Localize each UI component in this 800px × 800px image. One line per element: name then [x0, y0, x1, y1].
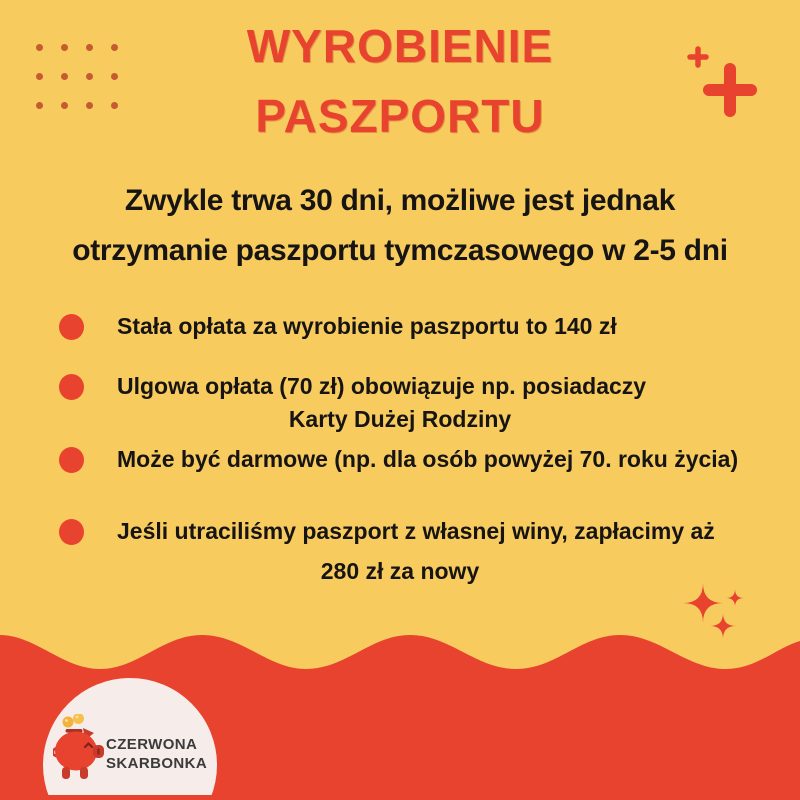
plus-icon-large — [709, 69, 751, 111]
bottom-edge-strip — [0, 795, 800, 800]
plus-icon-small — [690, 49, 706, 65]
intro-text-line1: Zwykle trwa 30 dni, możliwe jest jednak — [124, 184, 676, 217]
page-title-line2: PASZPORTU — [255, 90, 545, 142]
bullet-dot-icon — [59, 519, 84, 545]
list-item — [0, 442, 800, 476]
logo-wordmark — [106, 735, 207, 773]
list-item-text: Jeśli utraciliśmy paszport z własnej winy, zapłacimy aż — [117, 518, 715, 544]
sparkle-icon-small — [726, 589, 744, 607]
piggy-bank-icon — [53, 714, 105, 780]
list-item-text: Stała opłata za wyrobienie paszportu to 140 zł — [117, 313, 617, 339]
list-item-text-line2: Karty Dużej Rodziny — [288, 406, 512, 432]
list-item — [0, 309, 800, 343]
list-item — [0, 369, 800, 432]
list-item-text: Ulgowa opłata (70 zł) obowiązuje np. posiadaczy — [117, 373, 647, 399]
logo-wordmark-line1: CZERWONA — [106, 736, 198, 753]
list-item-text-line2: 280 zł za nowy — [320, 558, 480, 584]
bullet-dot-icon — [59, 374, 84, 400]
bullet-dot-icon — [59, 314, 84, 340]
logo-wordmark-line2: SKARBONKA — [106, 755, 208, 772]
intro-text-line2: otrzymanie paszportu tymczasowego w 2-5 dni — [72, 234, 728, 267]
intro-text — [0, 176, 800, 276]
list-item-text: Może być darmowe (np. dla osób powyżej 70. roku życia) — [117, 446, 739, 472]
list-item — [0, 514, 800, 584]
page-title-line1: WYROBIENIE — [246, 20, 554, 72]
bullet-dot-icon — [59, 447, 84, 473]
plus-icons-decoration — [680, 40, 765, 125]
